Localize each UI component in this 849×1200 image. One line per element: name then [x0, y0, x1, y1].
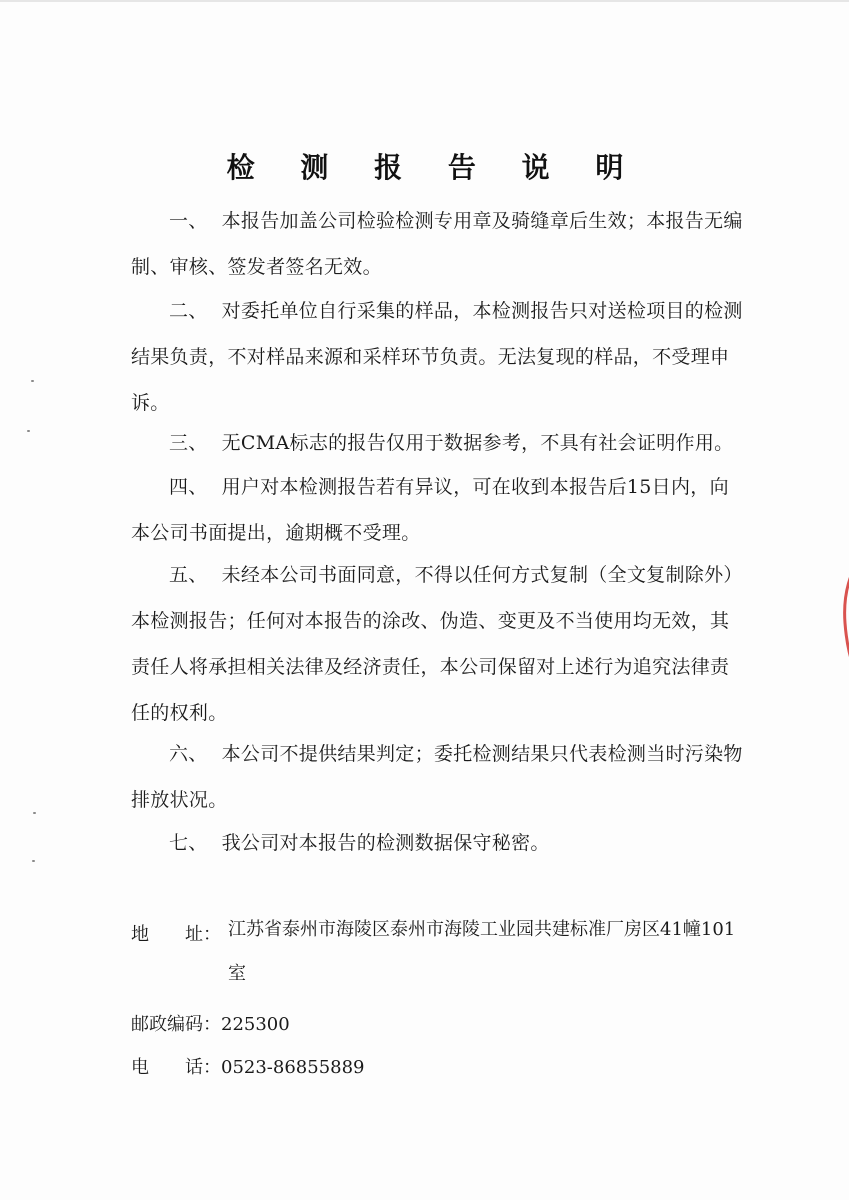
clause-text: 无CMA标志的报告仅用于数据参考，不具有社会证明作用。 — [221, 432, 734, 454]
phone-row — [131, 1053, 365, 1079]
postcode-value: 225300 — [221, 1014, 290, 1035]
clause-6 — [131, 731, 743, 823]
clause-number: 五、 — [169, 564, 208, 586]
scan-speck — [27, 430, 30, 432]
seal-stamp-edge — [837, 548, 849, 698]
clause-5 — [131, 552, 743, 736]
clause-text: 未经本公司书面同意，不得以任何方式复制（全文复制除外）本检测报告；任何对本报告的涂改、伪造、变更及不当使用均无效，其责任人将承担相关法律及经济责任，本公司保留对上述行为追究法律责任的权利。 — [131, 564, 743, 724]
scan-speck — [33, 812, 36, 814]
clause-number: 六、 — [169, 743, 208, 765]
address-label: 地 址： — [131, 924, 221, 945]
clause-text: 本报告加盖公司检验检测专用章及骑缝章后生效；本报告无编制、审核、签发者签名无效。 — [131, 210, 743, 278]
clause-text: 我公司对本报告的检测数据保守秘密。 — [221, 832, 550, 854]
address-value: 江苏省泰州市海陵区泰州市海陵工业园共建标准厂房区41幢101室 — [228, 919, 736, 984]
clause-4 — [131, 464, 743, 556]
clause-text: 本公司不提供结果判定；委托检测结果只代表检测当时污染物排放状况。 — [131, 743, 743, 811]
clause-number: 七、 — [169, 832, 208, 854]
clause-7 — [131, 820, 743, 866]
clause-number: 一、 — [169, 210, 208, 232]
scan-speck — [32, 860, 35, 862]
scan-speck — [31, 380, 34, 382]
address-row — [131, 920, 221, 946]
phone-value: 0523-86855889 — [221, 1057, 365, 1078]
clause-3 — [131, 420, 743, 466]
clause-2 — [131, 288, 743, 426]
postcode-row — [131, 1010, 290, 1036]
phone-label: 电 话： — [131, 1057, 221, 1078]
clause-number: 四、 — [169, 476, 208, 498]
clause-text: 对委托单位自行采集的样品，本检测报告只对送检项目的检测结果负责，不对样品来源和采样环节负责。无法复现的样品，不受理申诉。 — [131, 300, 743, 414]
clause-1 — [131, 198, 743, 290]
postcode-label: 邮政编码： — [131, 1014, 221, 1035]
clause-text: 用户对本检测报告若有异议，可在收到本报告后15日内，向本公司书面提出，逾期概不受理。 — [131, 476, 729, 544]
clause-number: 二、 — [169, 300, 208, 322]
clause-number: 三、 — [169, 432, 208, 454]
document-title: 检 测 报 告 说 明 — [226, 151, 642, 184]
page-top-edge — [0, 0, 849, 2]
